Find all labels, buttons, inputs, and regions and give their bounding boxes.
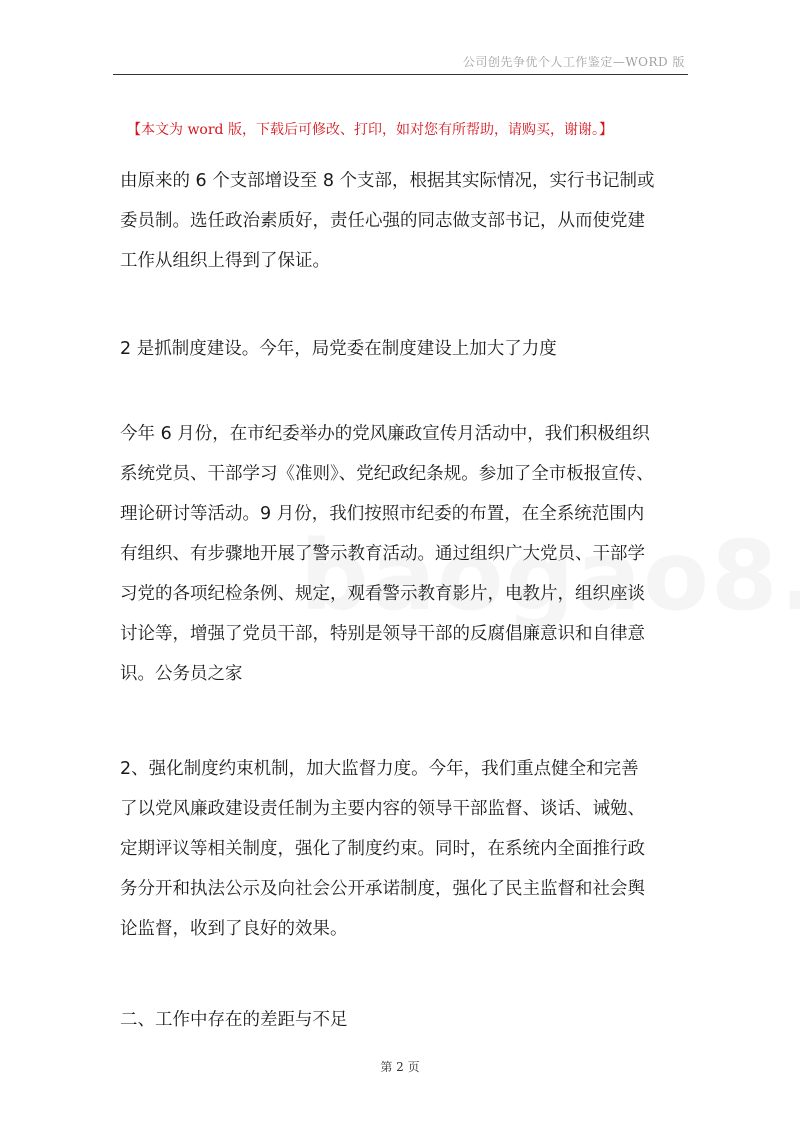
paragraph-system-building <box>120 329 695 369</box>
download-notice: 【本文为 word 版，下载后可修改、打印，如对您有所帮助，请购买，谢谢。】 <box>127 122 613 138</box>
text-line: 工作从组织上得到了保证。 <box>120 251 330 271</box>
text-line: 论监督，收到了良好的效果。 <box>120 919 348 939</box>
text-line: 由原来的 6 个支部增设至 8 个支部，根据其实际情况，实行书记制或 <box>120 171 655 191</box>
text-line: 定期评议等相关制度，强化了制度约束。同时，在系统内全面推行政 <box>120 839 645 859</box>
paragraph-supervision <box>120 749 695 949</box>
section-heading-shortcomings <box>120 1000 695 1040</box>
page-number: 第 2 页 <box>380 1060 420 1074</box>
text-line: 今年 6 月份，在市纪委举办的党风廉政宣传月活动中，我们积极组织 <box>120 424 650 444</box>
text-line: 委员制。选任政治素质好，责任心强的同志做支部书记，从而使党建 <box>120 211 645 231</box>
text-line: 二、工作中存在的差距与不足 <box>120 1010 348 1030</box>
running-header: 公司创先争优个人工作鉴定—WORD 版 <box>462 55 685 69</box>
text-line: 识。公务员之家 <box>120 664 243 684</box>
text-line: 系统党员、干部学习《准则》、党纪政纪条规。参加了全市板报宣传、 <box>120 464 654 484</box>
text-line: 理论研讨等活动。9 月份，我们按照市纪委的布置，在全系统范围内 <box>120 504 645 524</box>
text-line: 习党的各项纪检条例、规定，观看警示教育影片，电教片，组织座谈 <box>120 584 645 604</box>
text-line: 讨论等，增强了党员干部，特别是领导干部的反腐倡廉意识和自律意 <box>120 624 645 644</box>
header-divider <box>113 74 688 75</box>
text-line: 务分开和执法公示及向社会公开承诺制度，强化了民主监督和社会舆 <box>120 879 645 899</box>
text-line: 2、强化制度约束机制，加大监督力度。今年，我们重点健全和完善 <box>120 759 639 779</box>
text-line: 有组织、有步骤地开展了警示教育活动。通过组织广大党员、干部学 <box>120 544 645 564</box>
text-line: 了以党风廉政建设责任制为主要内容的领导干部监督、谈话、诫勉、 <box>120 799 645 819</box>
paragraph-education-campaign <box>120 414 695 694</box>
text-line: 2 是抓制度建设。今年，局党委在制度建设上加大了力度 <box>120 339 557 359</box>
paragraph-branch-setup <box>120 161 695 281</box>
